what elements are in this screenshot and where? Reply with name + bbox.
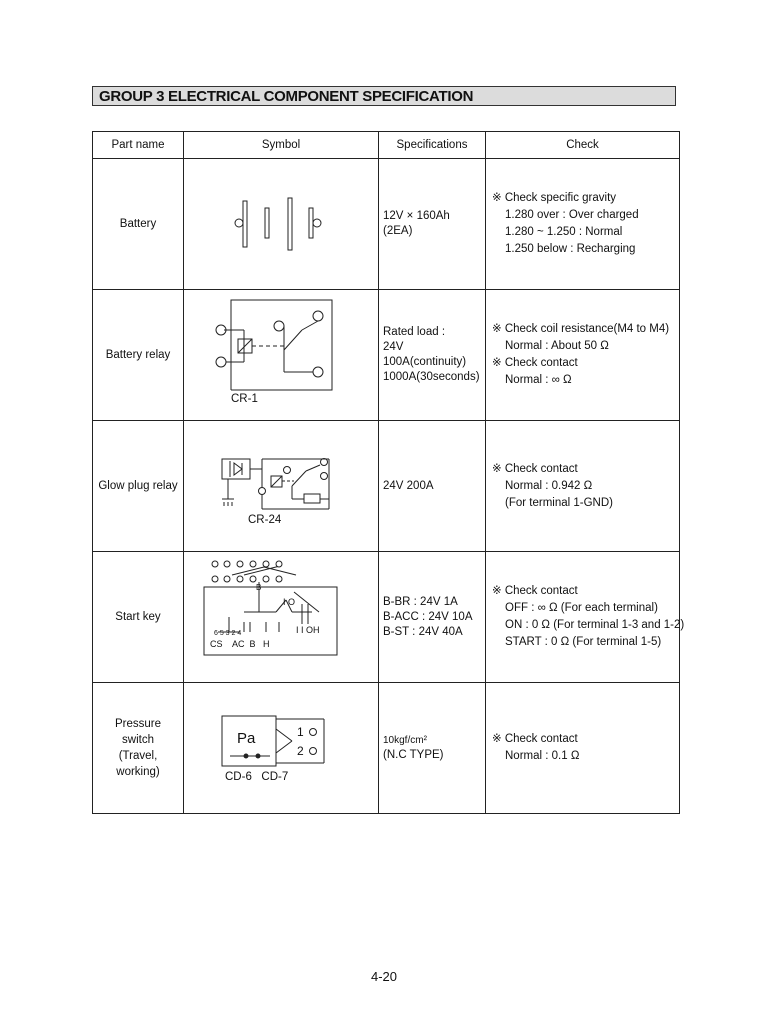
spec-line: 100A(continuity) <box>383 356 467 368</box>
symbol-label: CR-24 <box>248 514 282 526</box>
check-line: ※ Check specific gravity <box>492 192 617 204</box>
symbol-label-codes: CD-6 CD-7 <box>225 771 289 783</box>
part-name-line: Pressure <box>114 718 162 730</box>
table-header-row <box>93 132 680 159</box>
check-cell <box>486 421 680 552</box>
part-name <box>93 683 184 814</box>
table-row <box>93 421 680 552</box>
check-line: (For terminal 1-GND) <box>505 496 613 509</box>
header-symbol: Symbol <box>184 132 379 159</box>
glow-plug-relay-symbol-icon <box>184 421 378 551</box>
check-cell <box>486 683 680 814</box>
battery-symbol-icon <box>184 159 378 289</box>
part-name-line: (Travel, <box>118 750 158 762</box>
spec-line: 24V <box>383 341 404 353</box>
symbol-label-io: I O <box>283 597 296 607</box>
spec-line: 24V 200A <box>383 479 434 492</box>
check-line: ※ Check coil resistance(M4 to M4) <box>492 323 670 335</box>
check-line: ※ Check contact <box>492 585 578 597</box>
part-name-line: switch <box>122 734 154 746</box>
symbol-cell <box>184 552 379 683</box>
check-line: Normal : 0.1 Ω <box>505 750 580 762</box>
symbol-cell <box>184 290 379 421</box>
spec-line: (N.C TYPE) <box>383 749 444 761</box>
spec-line: 1000A(30seconds) <box>383 371 480 383</box>
spec-cell <box>379 290 486 421</box>
symbol-cell <box>184 159 379 290</box>
spec-cell <box>379 421 486 552</box>
symbol-label-bottom: CS AC B H <box>210 639 270 649</box>
check-cell <box>486 159 680 290</box>
spec-line: B-ST : 24V 40A <box>383 625 463 638</box>
check-line: Normal : ∞ Ω <box>505 374 572 386</box>
check-cell <box>486 290 680 421</box>
symbol-label-b: B <box>256 583 262 592</box>
spec-line: 10kgf/cm² <box>383 735 427 746</box>
symbol-cell <box>184 683 379 814</box>
check-line: 1.280 ~ 1.250 : Normal <box>505 226 623 238</box>
check-line: ON : 0 Ω (For terminal 1-3 and 1-2) <box>505 619 685 631</box>
spec-cell <box>379 552 486 683</box>
spec-line: B-BR : 24V 1A <box>383 595 458 608</box>
header-specifications: Specifications <box>379 132 486 159</box>
part-name: Start key <box>93 552 184 683</box>
symbol-label-pa: Pa <box>237 730 256 747</box>
symbol-label-t1: 1 <box>297 725 304 739</box>
symbol-label-t2: 2 <box>297 744 304 758</box>
part-name: Battery relay <box>93 290 184 421</box>
spec-line: (2EA) <box>383 225 413 237</box>
header-check: Check <box>486 132 680 159</box>
symbol-label-nums: 6 5 3 2 4 <box>214 630 242 637</box>
header-part-name: Part name <box>93 132 184 159</box>
check-line: ※ Check contact <box>492 733 578 745</box>
spec-cell <box>379 159 486 290</box>
check-line: ※ Check contact <box>492 357 578 369</box>
start-key-symbol-icon <box>184 552 378 682</box>
spec-line: 12V × 160Ah <box>383 210 450 222</box>
battery-relay-symbol-icon <box>184 290 378 420</box>
page-number: 4-20 <box>370 969 398 984</box>
part-name: Battery <box>93 159 184 290</box>
check-line: OFF : ∞ Ω (For each terminal) <box>505 602 658 614</box>
spec-line: Rated load : <box>383 326 446 338</box>
check-line: 1.280 over : Over charged <box>505 209 639 221</box>
part-name: Glow plug relay <box>93 421 184 552</box>
section-title: GROUP 3 ELECTRICAL COMPONENT SPECIFICATION <box>99 88 474 105</box>
check-line: START : 0 Ω (For terminal 1-5) <box>505 636 662 648</box>
part-name-line: working) <box>116 766 160 778</box>
check-cell <box>486 552 685 683</box>
section-title-bar <box>92 86 676 106</box>
spec-cell <box>379 683 486 814</box>
table-row <box>93 552 680 683</box>
check-line: ※ Check contact <box>492 462 578 475</box>
pressure-switch-symbol-icon <box>184 683 378 813</box>
check-line: Normal : About 50 Ω <box>505 340 609 352</box>
check-line: 1.250 below : Recharging <box>505 243 636 255</box>
table-row <box>93 290 680 421</box>
symbol-cell <box>184 421 379 552</box>
symbol-label: CR-1 <box>231 393 258 405</box>
component-spec-table <box>92 131 685 814</box>
table-row <box>93 159 680 290</box>
symbol-label-ioh: I I OH <box>296 625 320 635</box>
check-line: Normal : 0.942 Ω <box>505 479 593 492</box>
spec-line: B-ACC : 24V 10A <box>383 610 473 623</box>
table-row <box>93 683 680 814</box>
